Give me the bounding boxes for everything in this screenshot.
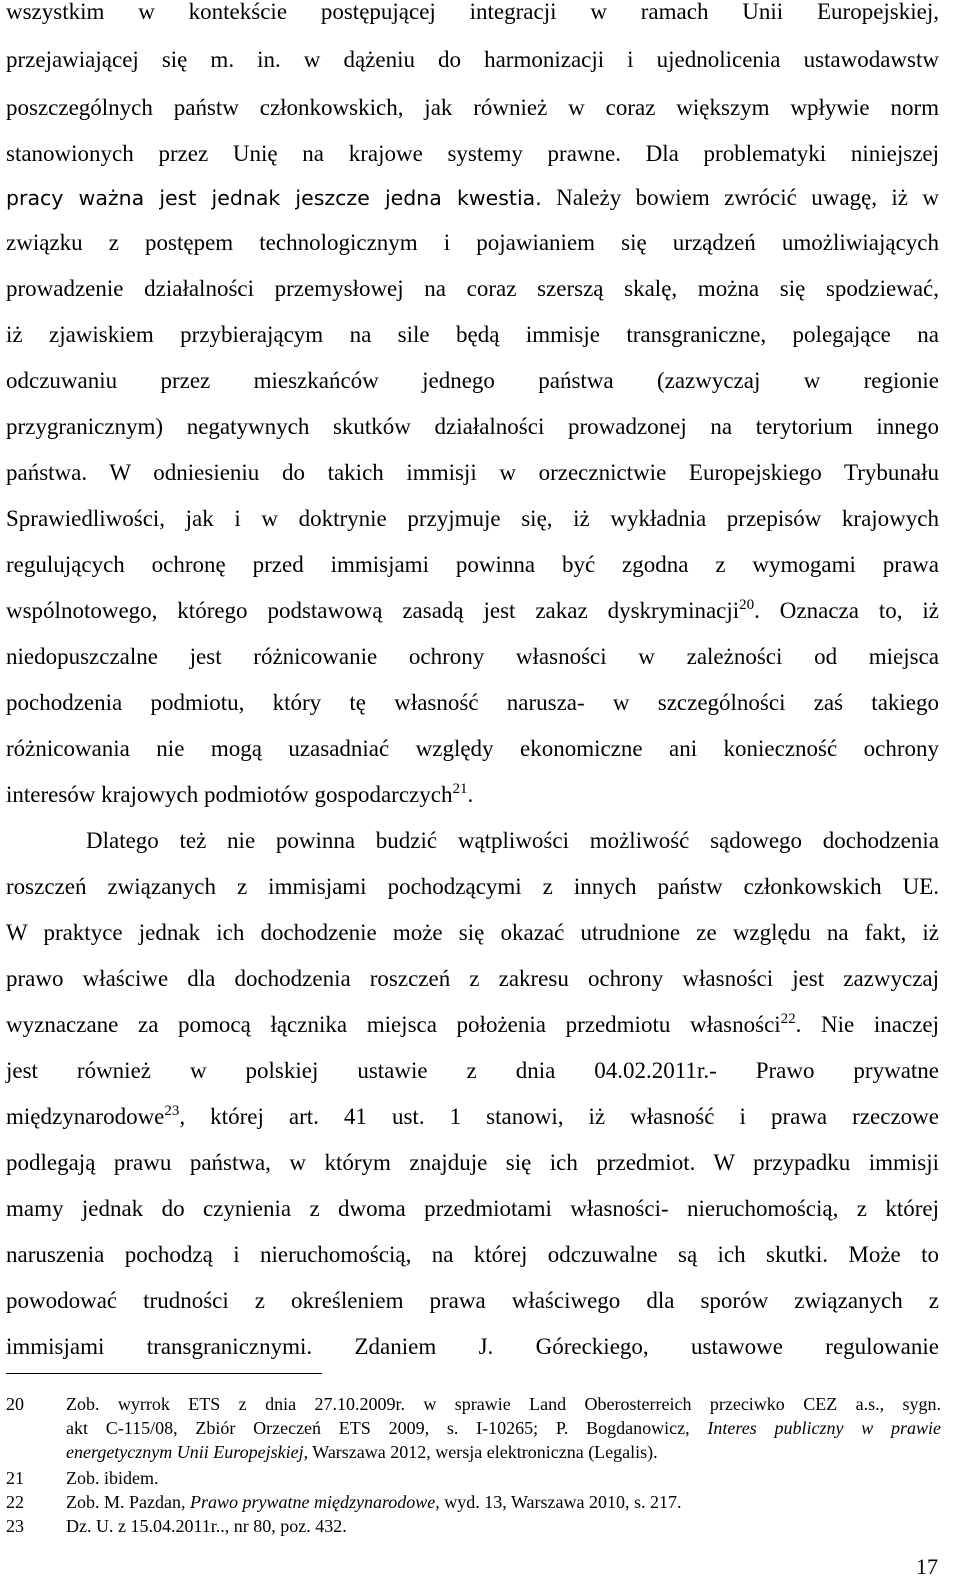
footnote-text: wyd. 13, Warszawa 2010, s. 217. (439, 1492, 682, 1512)
footnote-number: 21 (6, 1468, 24, 1488)
text-line: różnicowania nie mogą uzasadniać względy ekonomiczne ani konieczność ochrony (6, 736, 939, 761)
footnote-text: Zob. wyrrok ETS z dnia 27.10.2009r. w sprawie Land Oberosterreich przeciwko CEZ a.s., sygn. (66, 1394, 941, 1414)
text-segment: . Oznacza to, iż (754, 598, 939, 623)
footnote-number: 22 (6, 1492, 24, 1512)
text-segment: międzynarodowe (6, 1104, 165, 1129)
text-line: odczuwaniu przez mieszkańców jednego państwa (zazwyczaj w regionie (6, 368, 939, 393)
text-segment: wyznaczane za pomocą łącznika miejsca położenia przedmiotu własności (6, 1012, 781, 1037)
footnote-line (66, 1440, 941, 1464)
footnote-number: 20 (6, 1394, 24, 1414)
footnote-title: energetycznym Unii Europejskiej (66, 1442, 304, 1462)
text-line: przygranicznym) negatywnych skutków działalności prowadzonej na terytorium innego (6, 414, 939, 439)
footnote-line (66, 1514, 941, 1538)
text-line (6, 1102, 939, 1132)
text-line: wszystkim w kontekście postępującej integracji w ramach Unii Europejskiej, (6, 0, 939, 24)
text-line: poszczególnych państw członkowskich, jak również w coraz większym wpływie norm (6, 95, 939, 120)
text-line: naruszenia pochodzą i nieruchomością, na której odczuwalne są ich skutki. Może to (6, 1242, 939, 1267)
footnote-text: Zob. ibidem. (66, 1468, 159, 1488)
text-line: roszczeń związanych z immisjami pochodzącymi z innych państw członkowskich UE. (6, 874, 939, 899)
text-segment: Należy bowiem zwrócić uwagę, iż w (541, 185, 939, 210)
text-line: Dlatego też nie powinna budzić wątpliwości możliwość sądowego dochodzenia (86, 828, 939, 853)
footnote-text: Dz. U. z 15.04.2011r.., nr 80, poz. 432. (66, 1516, 347, 1536)
footnote-line (66, 1392, 941, 1416)
text-line: związku z postępem technologicznym i pojawianiem się urządzeń umożliwiających (6, 230, 939, 255)
footnote-text: , Warszawa 2012, wersja elektroniczna (Legalis). (303, 1442, 658, 1462)
footnote-title: Interes publiczny w prawie (707, 1418, 941, 1438)
text-line (6, 596, 939, 626)
text-line: prawo właściwe dla dochodzenia roszczeń z zakresu ochrony własności jest zazwyczaj (6, 966, 939, 991)
text-line (6, 780, 939, 810)
text-line: niedopuszczalne jest różnicowanie ochrony własności w zależności od miejsca (6, 644, 939, 669)
text-line: stanowionych przez Unię na krajowe systemy prawne. Dla problematyki niniejszej (6, 141, 939, 166)
text-segment: wspólnotowego, którego podstawową zasadą jest zakaz dyskryminacji (6, 598, 740, 623)
text-line: państwa. W odniesieniu do takich immisji w orzecznictwie Europejskiego Trybunału (6, 460, 939, 485)
text-line: pochodzenia podmiotu, który tę własność narusza- w szczególności zaś takiego (6, 690, 939, 715)
text-line: regulujących ochronę przed immisjami powinna być zgodna z wymogami prawa (6, 552, 939, 577)
text-line: podlegają prawu państwa, w którym znajduje się ich przedmiot. W przypadku immisji (6, 1150, 939, 1175)
footnote-reference: 21 (452, 781, 468, 797)
text-line (6, 183, 939, 213)
text-segment: pracy ważna jest jednak jeszcze jedna kwestia. (6, 186, 542, 210)
footnote-text: Zob. M. Pazdan, (66, 1492, 190, 1512)
text-segment: . Nie inaczej (795, 1012, 939, 1037)
text-line: mamy jednak do czynienia z dwoma przedmiotami własności- nieruchomością, z której (6, 1196, 939, 1221)
text-segment: . (467, 782, 474, 807)
text-line (6, 1010, 939, 1040)
text-line: przejawiającej się m. in. w dążeniu do harmonizacji i ujednolicenia ustawodawstw (6, 47, 939, 72)
text-line: immisjami transgranicznymi. Zdaniem J. Góreckiego, ustawowe regulowanie (6, 1334, 939, 1359)
footnote-number: 23 (6, 1516, 24, 1536)
footnote-reference: 23 (164, 1103, 180, 1119)
text-segment: interesów krajowych podmiotów gospodarczych (6, 782, 453, 807)
text-line: prowadzenie działalności przemysłowej na coraz szerszą skalę, można się spodziewać, (6, 276, 939, 301)
footnote-line (66, 1416, 941, 1440)
footnote-title: Prawo prywatne międzynarodowe, (189, 1492, 440, 1512)
text-line: Sprawiedliwości, jak i w doktrynie przyjmuje się, iż wykładnia przepisów krajowych (6, 506, 939, 531)
text-line: iż zjawiskiem przybierającym na sile będą immisje transgraniczne, polegające na (6, 322, 939, 347)
footnote (6, 1392, 941, 1464)
page-number: 17 (916, 1554, 938, 1579)
footnote-text: akt C-115/08, Zbiór Orzeczeń ETS 2009, s. I-10265; P. Bogdanowicz, (66, 1418, 708, 1438)
footnote-divider (6, 1373, 322, 1374)
text-line: W praktyce jednak ich dochodzenie może się okazać utrudnione ze względu na fakt, iż (6, 920, 939, 945)
footnote-line (66, 1466, 941, 1490)
footnote-reference: 20 (739, 597, 755, 613)
footnote-reference: 22 (780, 1011, 796, 1027)
footnote-line (66, 1490, 941, 1514)
text-line: powodować trudności z określeniem prawa właściwego dla sporów związanych z (6, 1288, 939, 1313)
text-line: jest również w polskiej ustawie z dnia 04.02.2011r.- Prawo prywatne (6, 1058, 939, 1083)
text-segment: , której art. 41 ust. 1 stanowi, iż własność i prawa rzeczowe (179, 1104, 939, 1129)
